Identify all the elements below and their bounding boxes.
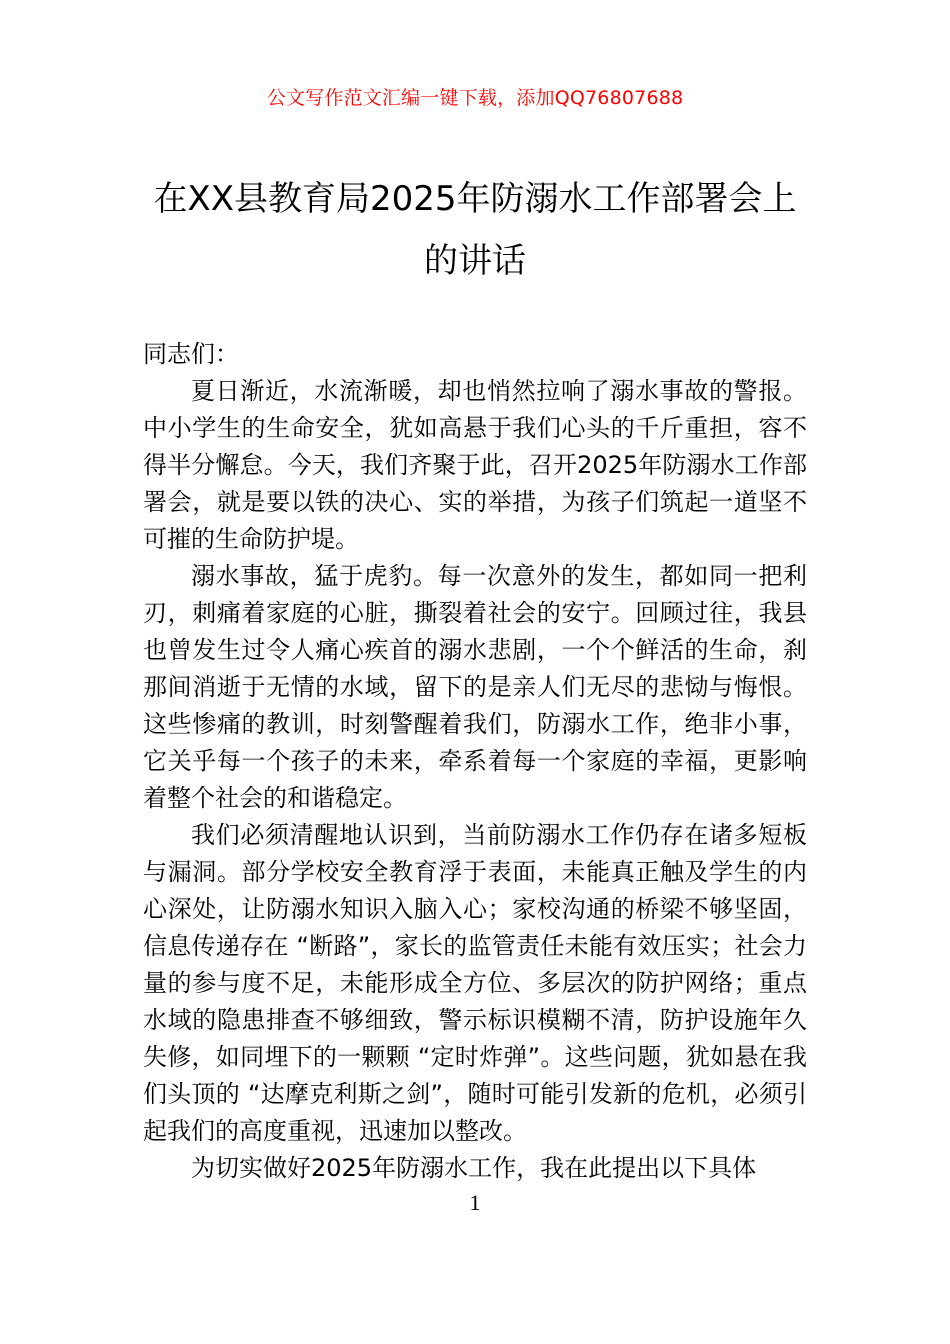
document-title: 在XX县教育局2025年防溺水工作部署会上的讲话 [153,179,797,281]
page-number: 1 [469,1190,481,1215]
salutation: 同志们： [143,340,239,368]
document-body [143,336,807,1187]
body-paragraph-3: 我们必须清醒地认识到，当前防溺水工作仍存在诸多短板与漏洞。部分学校安全教育浮于表面，未能真正触及学生的内心深处，让防溺水知识入脑入心；家校沟通的桥梁不够坚固，信息传递存在 “断路”，家长的监管责任未能有效压实；社会力量的参与度不足，未能形成全方位、多层次的防护网络；重点水域的隐患排查不够细致，警示标识模糊不清，防护设施年久失修，如同埋下的一颗颗 “定时炸弹”。这些问题，犹如悬在我们头顶的 “达摩克利斯之剑”，随时可能引发新的危机，必须引起我们的高度重视，迅速加以整改。 [143,821,807,1145]
body-paragraph-2: 溺水事故，猛于虎豹。每一次意外的发生，都如同一把利刃，刺痛着家庭的心脏，撕裂着社会的安宁。回顾过往，我县也曾发生过令人痛心疾首的溺水悲剧，一个个鲜活的生命，刹那间消逝于无情的水域，留下的是亲人们无尽的悲恸与悔恨。这些惨痛的教训，时刻警醒着我们，防溺水工作，绝非小事，它关乎每一个孩子的未来，牵系着每一个家庭的幸福，更影响着整个社会的和谐稳定。 [143,562,807,812]
body-paragraph-4: 为切实做好2025年防溺水工作，我在此提出以下具体 [191,1154,757,1182]
header-ad-banner: 公文写作范文汇编一键下载，添加QQ76807688 [266,87,684,109]
body-paragraph-1: 夏日渐近，水流渐暖，却也悄然拉响了溺水事故的警报。中小学生的生命安全，犹如高悬于我们心头的千斤重担，容不得半分懈怠。今天，我们齐聚于此，召开2025年防溺水工作部署会，就是要以铁的决心、实的举措，为孩子们筑起一道坚不可摧的生命防护堤。 [143,377,807,553]
